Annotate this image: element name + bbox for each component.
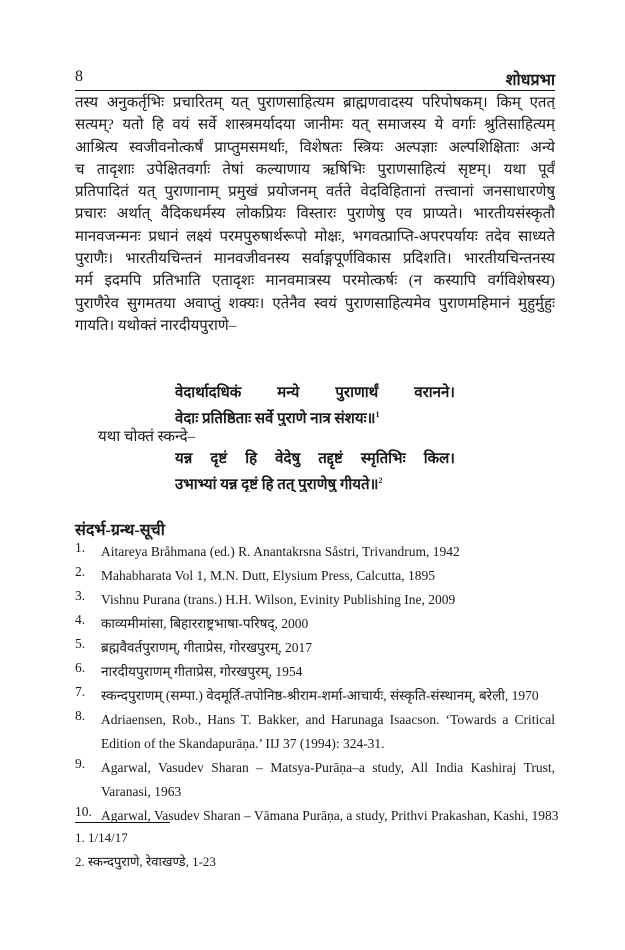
reference-text: Agarwal, Vasudev Sharan – Vāmana Purāṇa, a study, Prithvi Prakashan, Kashi, 1983 <box>101 808 559 823</box>
body-line: मर्म इदमपि प्रतिभाति एतादृशः मानवमात्रस्य परमोत्कर्षः (न कस्यापि वर्गविशेषस्य) <box>75 273 555 290</box>
reference-text: Edition of the Skandapurāṇa.’ IIJ 37 (1994): 324-31. <box>101 736 385 751</box>
page-header <box>75 68 555 91</box>
reference-number: 3. <box>75 588 86 603</box>
body-line: प्रचारः अर्थात् वैदिकधर्मस्य लोकप्रियः विस्तारः पुराणेषु एव प्राप्यते। भारतीयसंस्कृतौ <box>75 206 555 223</box>
reference-item <box>75 756 555 804</box>
body-line: च तादृशाः उपेक्षितवर्गाः तेषां कल्याणाय ऋषिभिः पुराणसाहित्यं सृष्टम्। यथा पूर्वं <box>75 161 555 178</box>
verse-line <box>175 470 455 492</box>
references-heading: संदर्भ-ग्रन्थ-सूची <box>75 522 165 539</box>
reference-item <box>75 708 555 756</box>
reference-text: ब्रह्मवैवर्तपुराणम्, गीताप्रेस, गोरखपुरम्, 2017 <box>101 640 313 655</box>
footnote-divider <box>75 822 170 823</box>
reference-item <box>75 540 555 564</box>
body-line: पुराणैरेव सुगमतया अवाप्तुं शक्यः। एतेनैव स्वयं पुराणसाहित्यमेव पुराणमहिमानं मुहुर्मुहुः <box>75 295 555 312</box>
reference-number: 9. <box>75 756 86 771</box>
reference-number: 1. <box>75 540 86 555</box>
verse-line <box>175 404 455 426</box>
reference-number: 6. <box>75 660 86 675</box>
verse-narada <box>175 382 455 426</box>
footnote: 1. 1/14/17 <box>75 830 128 845</box>
reference-item <box>75 612 555 636</box>
reference-number: 7. <box>75 684 86 699</box>
verse-line: यन्न दृष्टं हि वेदेषु तद्दृष्टं स्मृतिभिः किल। <box>175 451 455 467</box>
reference-item <box>75 588 555 612</box>
footnote: 2. स्कन्दपुराणे, रेवाखण्डे, 1-23 <box>75 854 216 869</box>
verse-line: वेदार्थादधिकं मन्ये पुराणार्थं वरानने। <box>175 385 455 401</box>
reference-item <box>75 660 555 684</box>
reference-text: काव्यमीमांसा, बिहारराष्ट्रभाषा-परिषद्, 2000 <box>101 616 309 631</box>
body-paragraph <box>75 92 555 337</box>
reference-text: नारदीयपुराणम् गीताप्रेस, गोरखपुरम्, 1954 <box>101 664 303 679</box>
footnote-mark: 2 <box>378 476 383 485</box>
reference-item <box>75 564 555 588</box>
reference-number: 5. <box>75 636 86 651</box>
reference-text: Adriaensen, Rob., Hans T. Bakker, and Harunaga Isaacson. ‘Towards a Critical <box>101 712 555 727</box>
reference-number: 4. <box>75 612 86 627</box>
references-list <box>75 540 559 828</box>
reference-number: 10. <box>75 804 92 819</box>
page-number: 8 <box>75 68 83 85</box>
body-line: मानवजन्मनः प्रधानं लक्ष्यं परमपुरुषार्थरूपो मोक्षः, भगवत्प्राप्ति-अपरपर्यायः तदेव साध्यते <box>75 228 555 245</box>
verse-text: वेदाः प्रतिष्ठिताः सर्वे पुराणे नात्र संशयः॥ <box>175 411 376 426</box>
reference-text: स्कन्दपुराणम् (सम्पा.) वेदमूर्ति-तपोनिष्ठ-श्रीराम-शर्मा-आचार्यः, संस्कृति-संस्थानम्, बरेली, 1970 <box>101 688 539 703</box>
body-line: गायति। यथोक्तं नारदीयपुराणे– <box>75 317 237 334</box>
body-line: आश्रित्य स्वजीवनोत्कर्षं प्राप्तुमसमर्थाः, विशेषतः स्त्रियः अल्पज्ञाः अल्पशिक्षिताः अन्ये <box>75 139 555 156</box>
body-line: प्रतिपादितं यत् पुराणानाम् प्रमुखं प्रयोजनम् वर्तते वेदविहितानां तत्त्वानां जनसाधारणेषु <box>75 184 555 201</box>
reference-text: Varanasi, 1963 <box>101 784 182 799</box>
reference-number: 2. <box>75 564 86 579</box>
reference-item <box>75 684 555 708</box>
verse-skanda <box>175 448 455 492</box>
verse-text: उभाभ्यां यन्न दृष्टं हि तत् पुराणेषु गीयते॥ <box>175 477 379 492</box>
reference-number: 8. <box>75 708 86 723</box>
footnotes <box>75 826 216 874</box>
body-line: पुराणैः। भारतीयचिन्तनं मानवजीवनस्य सर्वाङ्गपूर्णविकास प्रदिशति। भारतीयचिन्तनस्य <box>75 251 555 268</box>
verse-intro: यथा चोक्तं स्कन्दे– <box>98 429 196 445</box>
reference-text: Mahabharata Vol 1, M.N. Dutt, Elysium Press, Calcutta, 1895 <box>101 568 435 583</box>
body-line: सत्यम्? यतो हि वयं सर्वे शास्त्रमर्यादया जानीमः यत् समाजस्य ये वर्गाः श्रुतिसाहित्यम् <box>75 117 555 134</box>
reference-text: Vishnu Purana (trans.) H.H. Wilson, Evinity Publishing Ine, 2009 <box>101 592 456 607</box>
footnote-mark: 1 <box>375 410 380 419</box>
reference-text: Agarwal, Vasudev Sharan – Matsya-Purāṇa–a study, All India Kashiraj Trust, <box>101 760 555 775</box>
reference-item <box>75 636 555 660</box>
reference-item <box>75 804 559 828</box>
reference-text: Aitareya Bråhmana (ed.) R. Anantakrsna Såstri, Trivandrum, 1942 <box>101 544 460 559</box>
journal-title: शोधप्रभा <box>505 72 555 89</box>
body-line: तस्य अनुकर्तृभिः प्रचारितम् यत् पुराणसाहित्यम ब्राह्मणवादस्य परिपोषकम्। किम् एतत् <box>75 95 555 111</box>
